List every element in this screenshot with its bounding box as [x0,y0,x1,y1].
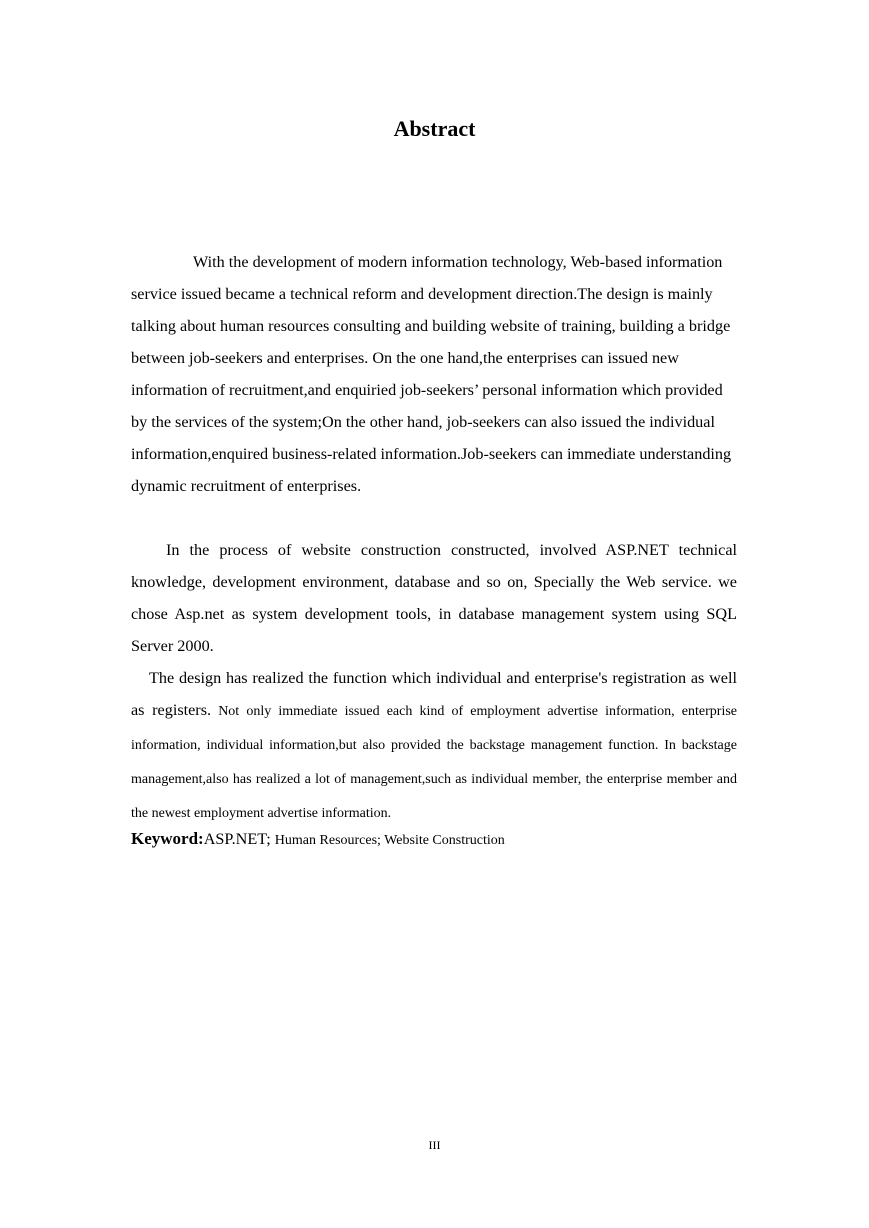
paragraph-3-rest: Not only immediate issued each kind of employment advertise information, enterprise information, individual information,but also provided the backstage management function. In backstage management,also has realized a lot of management,such as individual member, the enterprise member and the newest employment advertise information. [131,704,738,821]
keyword-first: ASP.NET; [203,830,275,848]
keyword-label: Keyword: [131,829,204,848]
paragraph-3-lead: The design has realized the function which individual and enterprise's registration as well as registers. [131,669,737,719]
page-number: III [428,1138,441,1152]
abstract-title: Abstract [393,116,476,141]
abstract-paragraph-3 [131,662,737,830]
keywords-line [131,824,737,856]
keyword-rest: Human Resources; Website Construction [274,833,505,848]
abstract-paragraph-1: With the development of modern information technology, Web-based information service issued became a technical reform and development direction.The design is mainly talking about human resources consulting and building website of training, building a bridge between job-seekers and enterprises. On the one hand,the enterprises can issued new information of recruitment,and enquiried job-seekers’ personal information which provided by the services of the system;On the other hand, job-seekers can also issued the individual information,enquired business-related information.Job-seekers can immediate understanding dynamic recruitment of enterprises. [131,253,732,495]
abstract-paragraph-2: In the process of website construction constructed, involved ASP.NET technical knowledge, development environment, database and so on, Specially the Web service. we chose Asp.net as system development tools, in database management system using SQL Server 2000. [131,541,737,655]
